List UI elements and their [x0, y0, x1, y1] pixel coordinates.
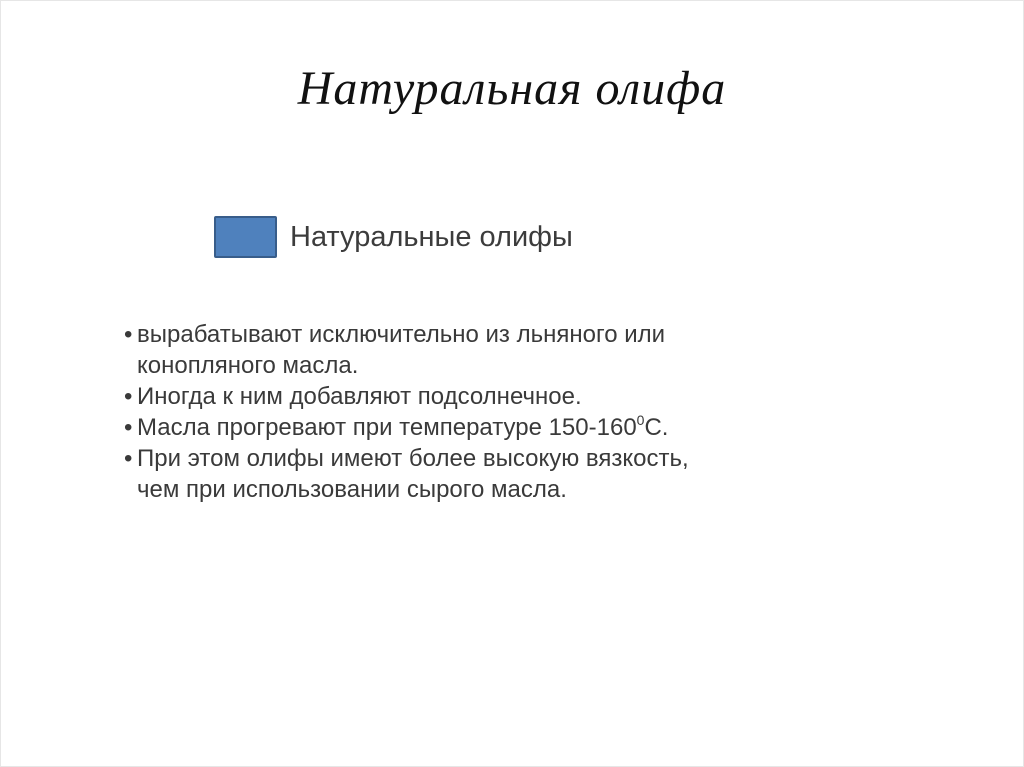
bullet-item — [124, 412, 724, 443]
bullet-text: Иногда к ним добавляют подсолнечное. — [137, 383, 582, 410]
bullet-text-unit: С. — [644, 414, 669, 441]
bullet-list — [124, 319, 724, 505]
bullet-item — [124, 443, 724, 505]
bullet-dot-icon: • — [124, 383, 133, 410]
legend-swatch — [214, 216, 277, 258]
slide-title: Натуральная олифа — [297, 62, 727, 115]
bullet-dot-icon: • — [124, 445, 133, 472]
bullet-dot-icon: • — [124, 321, 133, 348]
bullet-item — [124, 319, 724, 381]
bullet-text: При этом олифы имеют более высокую вязкость, чем при использовании сырого масла. — [137, 445, 689, 503]
bullet-item — [124, 381, 724, 412]
legend-label: Натуральные олифы — [290, 220, 573, 253]
bullet-text: Масла прогревают при температуре 150-160 — [137, 414, 637, 441]
degree-superscript: 0 — [636, 412, 645, 428]
bullet-dot-icon: • — [124, 414, 133, 441]
legend — [214, 214, 573, 260]
bullet-text: вырабатывают исключительно из льняного или конопляного масла. — [137, 321, 666, 379]
